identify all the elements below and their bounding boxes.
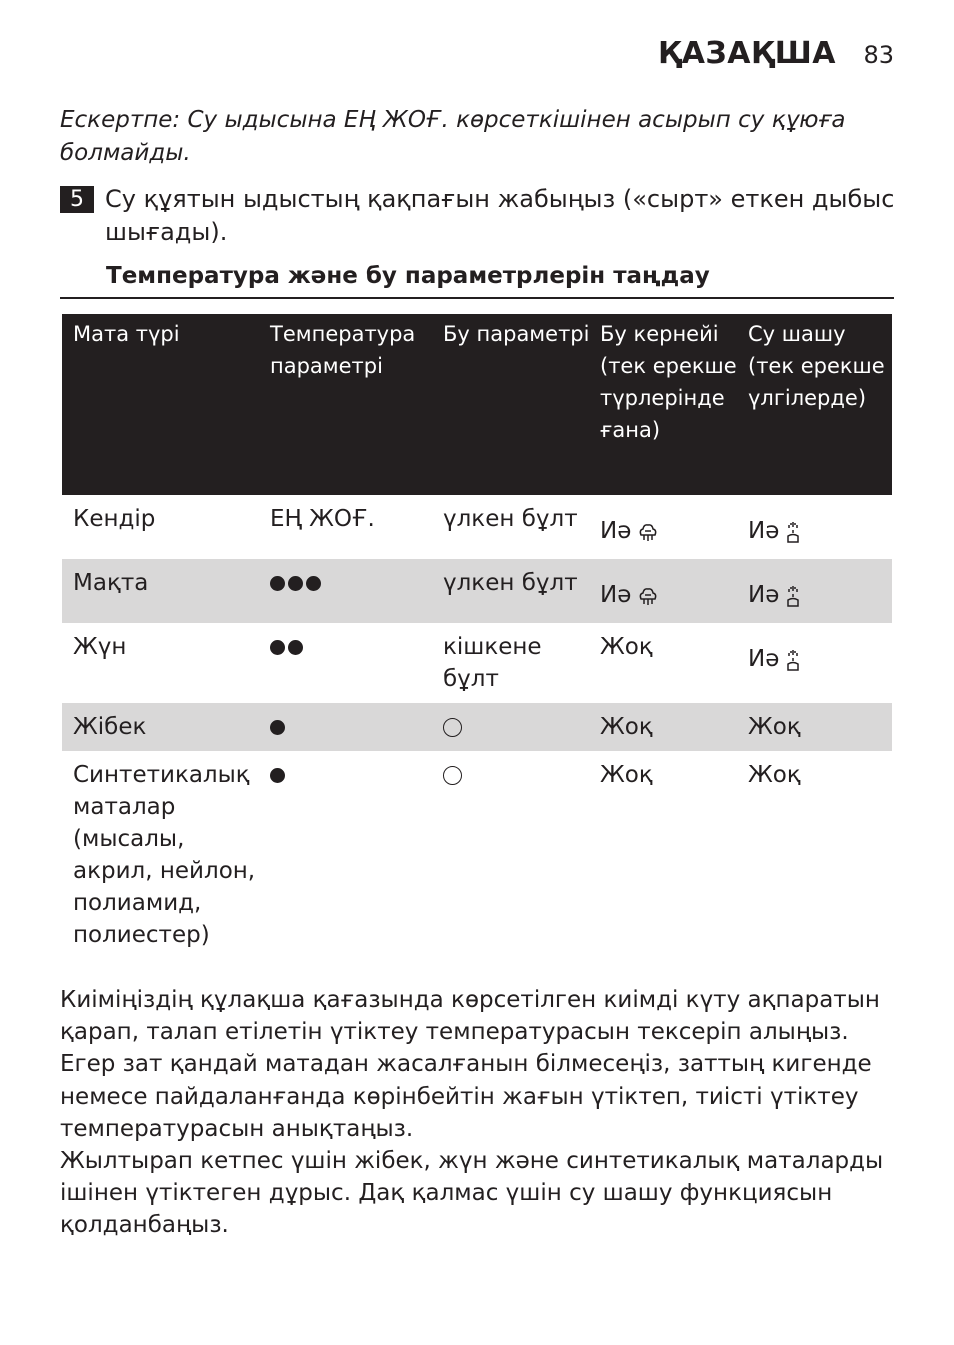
spray-icon: [779, 646, 801, 672]
steam-shot-value: [600, 515, 659, 547]
temperature-dot-icon: [288, 640, 303, 655]
paragraph: Киіміңіздің құлақша қағазында көрсетілген киімді күту ақпаратын қарап, талап етілетін үтіктеу температурасын тексеріп алыңыз. Егер зат қандай матадан жасалғанын білмесеңіз, заттың кигенде немесе пайдаланғанда көрінбейтін жағын үтіктеп, тиісті үтіктеу температурасын анықтаңыз.: [60, 987, 880, 1142]
spray-icon: [779, 518, 801, 544]
cell-fabric: Жібек: [73, 714, 147, 740]
spray-label: Иә: [748, 518, 780, 544]
table-row: [62, 751, 892, 961]
header-steam-shot: Бу кернейі (тек ерекше түрлерінде ғана): [600, 322, 737, 442]
steam-shot-label: Иә: [600, 582, 632, 608]
steam-shot-value: [600, 762, 653, 788]
cell-temperature: [270, 559, 443, 623]
temperature-dot-icon: [270, 640, 285, 655]
spray-value: [748, 579, 801, 611]
table-row: [62, 703, 892, 751]
heading-rule: [60, 297, 894, 299]
temperature-dot-icon: [270, 768, 285, 783]
table-row: [62, 495, 892, 559]
steam-off-circle-icon: [443, 718, 462, 737]
cell-spray: [748, 751, 892, 961]
header-spray: Су шашу (тек ерекше үлгілерде): [748, 322, 885, 410]
cell-spray: [748, 703, 892, 751]
cell-fabric: Мақта: [73, 570, 149, 596]
step-text: Су құятын ыдыстың қақпағын жабыңыз («сырт» еткен дыбыс шығады).: [105, 185, 895, 246]
steam-label: үлкен бұлт: [443, 506, 578, 532]
cell-steam-shot: [600, 559, 748, 623]
steam-shot-value: [600, 579, 659, 611]
spray-value: [748, 762, 801, 788]
spray-label: Иә: [748, 582, 780, 608]
cell-temperature: [270, 495, 443, 559]
spray-label: Жоқ: [748, 762, 801, 788]
steam-off-circle-icon: [443, 766, 462, 785]
cell-fabric: Жүн: [73, 634, 127, 660]
steam-shot-label: Жоқ: [600, 714, 653, 740]
note-text: Ескертпе: Су ыдысына ЕҢ ЖОҒ. көрсеткішінен асырып су құюға болмайды.: [60, 107, 846, 166]
temperature-label: ЕҢ ЖОҒ.: [270, 506, 375, 532]
page-number: 83: [863, 41, 894, 69]
steam-shot-value: [600, 634, 653, 660]
header-temperature: Температура параметрі: [270, 322, 416, 378]
table-row: [62, 623, 892, 703]
cell-temperature: [270, 751, 443, 961]
cell-steam-shot: [600, 751, 748, 961]
temperature-dot-icon: [288, 576, 303, 591]
page-header-title: ҚАЗАҚША: [657, 36, 836, 71]
cell-spray: [748, 495, 892, 559]
cell-fabric: Кендір: [73, 506, 156, 532]
cell-spray: [748, 559, 892, 623]
temperature-dot-icon: [270, 576, 285, 591]
steam-shot-label: Жоқ: [600, 634, 653, 660]
section-heading: Температура және бу параметрлерін таңдау: [106, 263, 710, 289]
steam-shot-value: [600, 714, 653, 740]
table-header-row: [62, 314, 892, 495]
steam-burst-icon: [631, 582, 659, 608]
header-steam: Бу параметрі: [443, 322, 590, 346]
cell-steam: [443, 751, 600, 961]
spray-label: Жоқ: [748, 714, 801, 740]
steam-label: үлкен бұлт: [443, 570, 578, 596]
steam-shot-label: Иә: [600, 518, 632, 544]
cell-steam: [443, 703, 600, 751]
cell-steam-shot: [600, 623, 748, 703]
steam-burst-icon: [631, 518, 659, 544]
spray-value: [748, 515, 801, 547]
temperature-dot-icon: [270, 720, 285, 735]
spray-value: [748, 714, 801, 740]
header-fabric: Мата түрі: [73, 322, 180, 346]
cell-steam-shot: [600, 495, 748, 559]
settings-table: [62, 314, 892, 961]
cell-steam-shot: [600, 703, 748, 751]
spray-value: [748, 643, 801, 675]
cell-temperature: [270, 623, 443, 703]
cell-temperature: [270, 703, 443, 751]
cell-steam: [443, 623, 600, 703]
paragraph: Жылтырап кетпес үшін жібек, жүн және синтетикалық маталарды ішінен үтіктеген дұрыс. Дақ қалмас үшін су шашу функциясын қолданбаңыз.: [60, 1148, 884, 1239]
step-number-badge: 5: [60, 186, 94, 213]
spray-label: Иә: [748, 646, 780, 672]
spray-icon: [779, 582, 801, 608]
cell-spray: [748, 623, 892, 703]
steam-shot-label: Жоқ: [600, 762, 653, 788]
cell-steam: [443, 559, 600, 623]
steam-label: кішкене бұлт: [443, 634, 542, 692]
body-text: [60, 984, 894, 1242]
cell-steam: [443, 495, 600, 559]
cell-fabric: Синтетикалық маталар (мысалы, акрил, нейлон, полиамид, полиестер): [73, 762, 256, 948]
table-row: [62, 559, 892, 623]
temperature-dot-icon: [306, 576, 321, 591]
